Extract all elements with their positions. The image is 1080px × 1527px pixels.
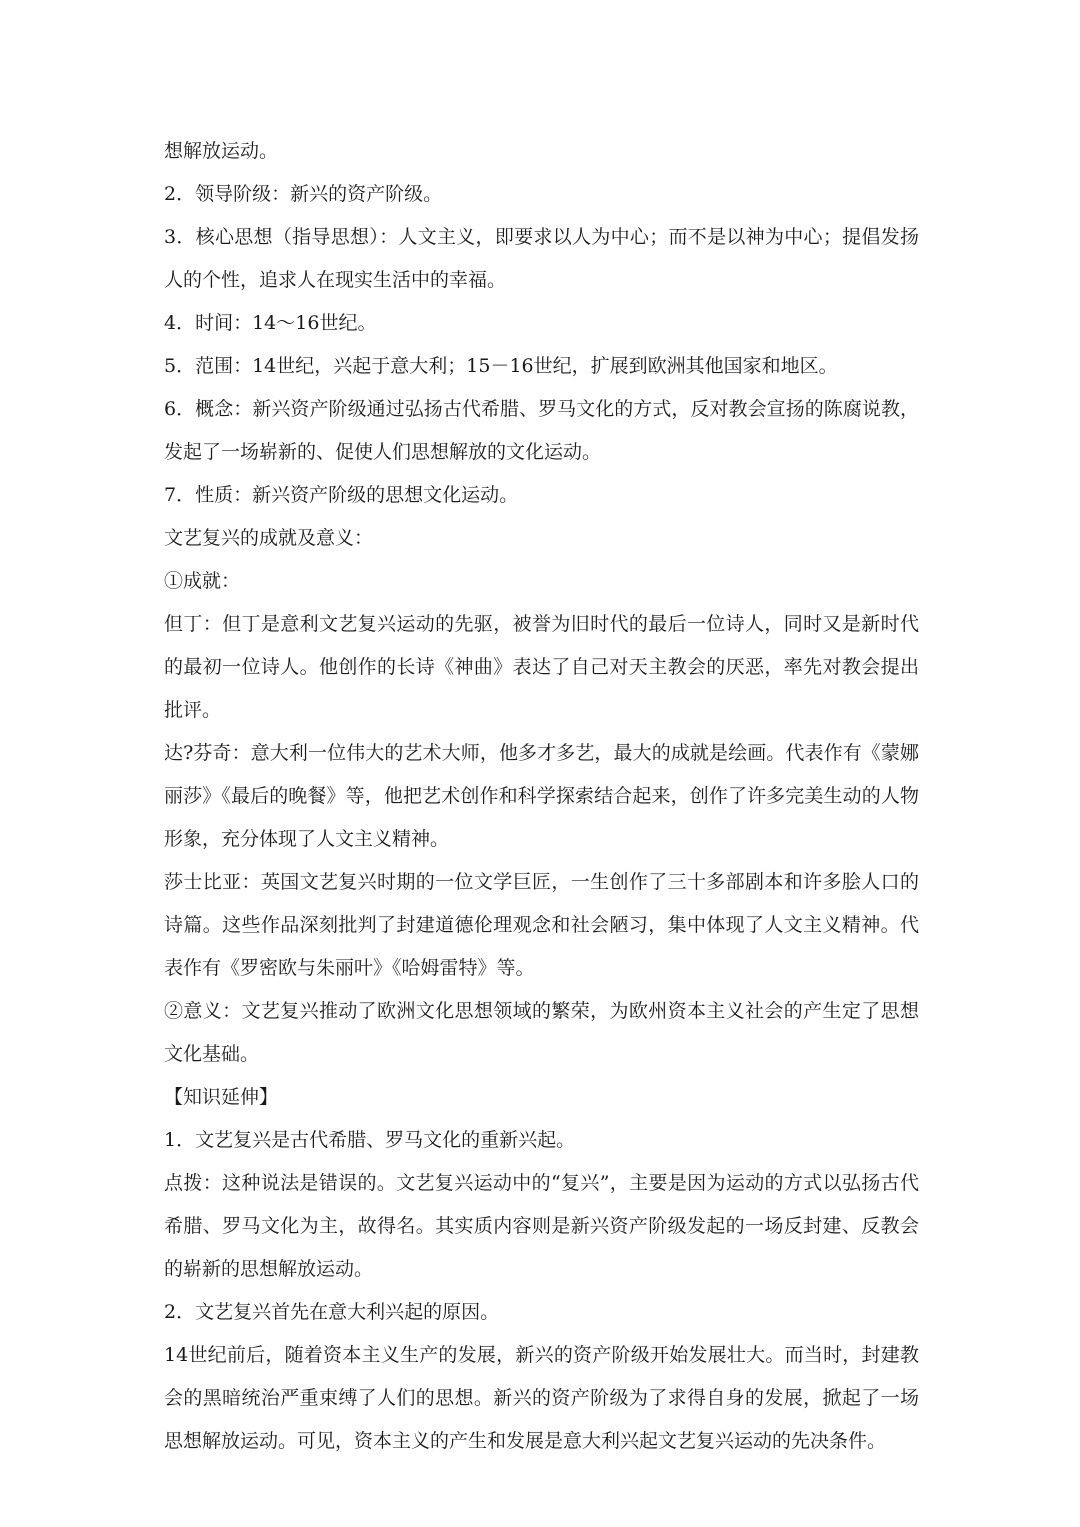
paragraph-italy-reason: 14世纪前后，随着资本主义生产的发展，新兴的资产阶级开始发展壮大。而当时，封建教会的黑暗统治严重束缚了人们的思想。新兴的资产阶级为了求得自身的发展，掀起了一场思想解放运动。可见，资本主义的产生和发展是意大利兴起文艺复兴运动的先决条件。 — [164, 1344, 919, 1452]
paragraph-concept: 6．概念：新兴资产阶级通过弘扬古代希腊、罗马文化的方式，反对教会宣扬的陈腐说教，发起了一场崭新的、促使人们思想解放的文化运动。 — [164, 398, 919, 463]
paragraph-significance: ②意义：文艺复兴推动了欧洲文化思想领域的繁荣，为欧州资本主义社会的产生定了思想文化基础。 — [164, 1000, 919, 1065]
paragraph-extension-1: 1．文艺复兴是古代希腊、罗马文化的重新兴起。 — [164, 1129, 576, 1151]
paragraph-nature: 7．性质：新兴资产阶级的思想文化运动。 — [164, 484, 519, 506]
paragraph-tip: 点拨：这种说法是错误的。文艺复兴运动中的“复兴”，主要是因为运动的方式以弘扬古代希腊、罗马文化为主，故得名。其实质内容则是新兴资产阶级发起的一场反封建、反教会的崭新的思想解放运动。 — [164, 1172, 919, 1280]
paragraph-achievements-label: ①成就： — [164, 570, 241, 592]
paragraph-extension-heading: 【知识延伸】 — [164, 1086, 279, 1108]
document-body — [164, 130, 919, 1463]
paragraph-shakespeare: 莎士比亚：英国文艺复兴时期的一位文学巨匠，一生创作了三十多部剧本和许多脍人口的诗篇。这些作品深刻批判了封建道德伦理观念和社会陋习，集中体现了人文主义精神。代表作有《罗密欧与朱丽叶》《哈姆雷特》等。 — [164, 871, 919, 979]
paragraph-achievements-heading: 文艺复兴的成就及意义： — [164, 527, 374, 549]
paragraph-continuation: 想解放运动。 — [164, 140, 279, 162]
paragraph-dante: 但丁：但丁是意利文艺复兴运动的先驱，被誉为旧时代的最后一位诗人，同时又是新时代的最初一位诗人。他创作的长诗《神曲》表达了自己对天主教会的厌恶，率先对教会提出批评。 — [164, 613, 919, 721]
paragraph-core-idea: 3．核心思想（指导思想）：人文主义，即要求以人为中心；而不是以神为中心；提倡发扬人的个性，追求人在现实生活中的幸福。 — [164, 226, 919, 291]
paragraph-da-vinci: 达?芬奇：意大利一位伟大的艺术大师，他多才多艺，最大的成就是绘画。代表作有《蒙娜丽莎》《最后的晚餐》等，他把艺术创作和科学探索结合起来，创作了许多完美生动的人物形象，充分体现了人文主义精神。 — [164, 742, 919, 850]
paragraph-extension-2: 2．文艺复兴首先在意大利兴起的原因。 — [164, 1301, 500, 1323]
paragraph-scope: 5．范围：14世纪，兴起于意大利；15－16世纪，扩展到欧洲其他国家和地区。 — [164, 355, 838, 377]
paragraph-leading-class: 2．领导阶级：新兴的资产阶级。 — [164, 183, 443, 205]
paragraph-time: 4．时间：14～16世纪。 — [164, 312, 377, 334]
